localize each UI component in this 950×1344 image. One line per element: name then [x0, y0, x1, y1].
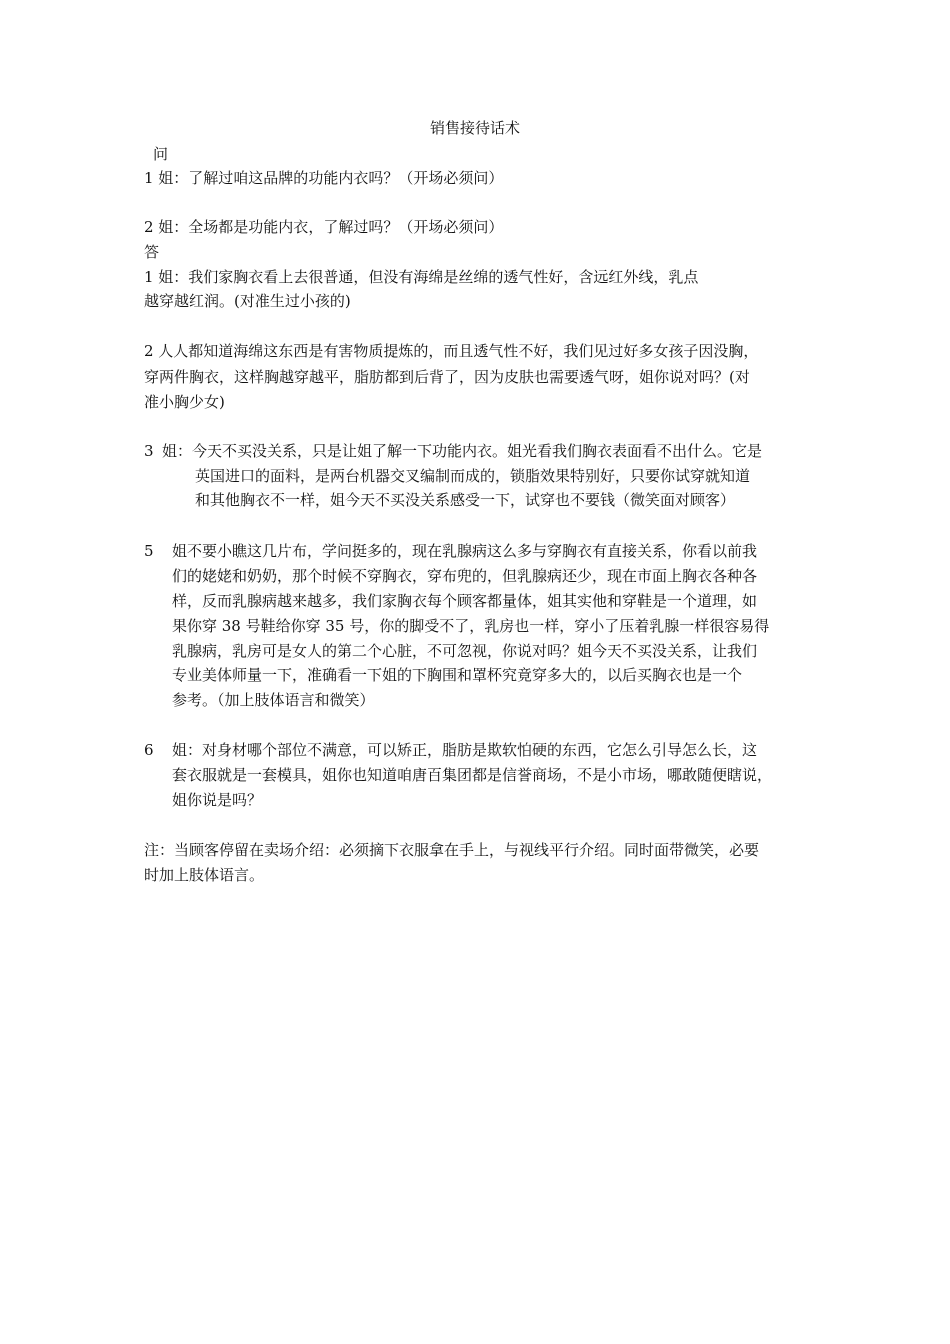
answer-6-line: 套衣服就是一套模具，姐你也知道咱唐百集团都是信誉商场，不是小市场，哪敢随便瞎说，	[172, 766, 773, 784]
answer-6-line: 姐：对身材哪个部位不满意，可以矫正，脂肪是欺软怕硬的东西，它怎么引导怎么长，这	[172, 741, 758, 759]
answer-3-line: 和其他胸衣不一样，姐今天不买没关系感受一下，试穿也不要钱（微笑面对顾客）	[195, 491, 736, 509]
answer-5-number: 5	[144, 542, 154, 560]
ask-label: 问	[153, 145, 169, 163]
question-2: 2 姐：全场都是功能内衣，了解过吗？（开场必须问）	[144, 218, 504, 236]
answer-2-line: 准小胸少女)	[144, 393, 225, 411]
answer-6-number: 6	[144, 741, 154, 759]
question-1: 1 姐：了解过咱这品牌的功能内衣吗？（开场必须问）	[144, 169, 504, 187]
answer-6-line: 姐你说是吗？	[172, 791, 263, 809]
note-line: 注：当顾客停留在卖场介绍：必须摘下衣服拿在手上，与视线平行介绍。同时面带微笑，必要	[144, 841, 760, 859]
answer-5-line: 专业美体师量一下，准确看一下姐的下胸围和罩杯究竟穿多大的，以后买胸衣也是一个	[172, 666, 743, 684]
answer-5-line: 样，反而乳腺病越来越多，我们家胸衣每个顾客都量体，姐其实他和穿鞋是一个道理，如	[172, 592, 758, 610]
answer-3-line: 英国进口的面料，是两台机器交叉编制而成的，锁脂效果特别好，只要你试穿就知道	[195, 467, 751, 485]
answer-5-line: 姐不要小瞧这几片布，学问挺多的，现在乳腺病这么多与穿胸衣有直接关系，你看以前我	[172, 542, 758, 560]
document-title: 销售接待话术	[429, 119, 520, 137]
answer-1-line: 1 姐：我们家胸衣看上去很普通，但没有海绵是丝绵的透气性好，含远红外线，乳点	[144, 268, 699, 286]
answer-5-line: 乳腺病，乳房可是女人的第二个心脏，不可忽视，你说对吗？姐今天不买没关系，让我们	[172, 642, 758, 660]
answer-1-line: 越穿越红润。(对准生过小孩的)	[144, 292, 351, 310]
answer-5-line: 参考。（加上肢体语言和微笑）	[172, 691, 375, 709]
answer-5-line: 们的姥姥和奶奶，那个时候不穿胸衣，穿布兜的，但乳腺病还少，现在市面上胸衣各种各	[172, 567, 758, 585]
answer-3-line: 姐：今天不买没关系，只是让姐了解一下功能内衣。姐光看我们胸衣表面看不出什么。它是	[162, 442, 763, 460]
note-line: 时加上肢体语言。	[144, 866, 265, 884]
answer-2-line: 穿两件胸衣，这样胸越穿越平，脂肪都到后背了，因为皮肤也需要透气呀，姐你说对吗？(对	[144, 368, 750, 386]
answer-2-line: 2 人人都知道海绵这东西是有害物质提炼的，而且透气性不好，我们见过好多女孩子因没胸，	[144, 342, 759, 360]
answer-3-number: 3	[144, 442, 154, 460]
answer-label: 答	[144, 243, 160, 261]
answer-5-line: 果你穿 38 号鞋给你穿 35 号，你的脚受不了，乳房也一样，穿小了压着乳腺一样很容易得	[172, 617, 770, 635]
